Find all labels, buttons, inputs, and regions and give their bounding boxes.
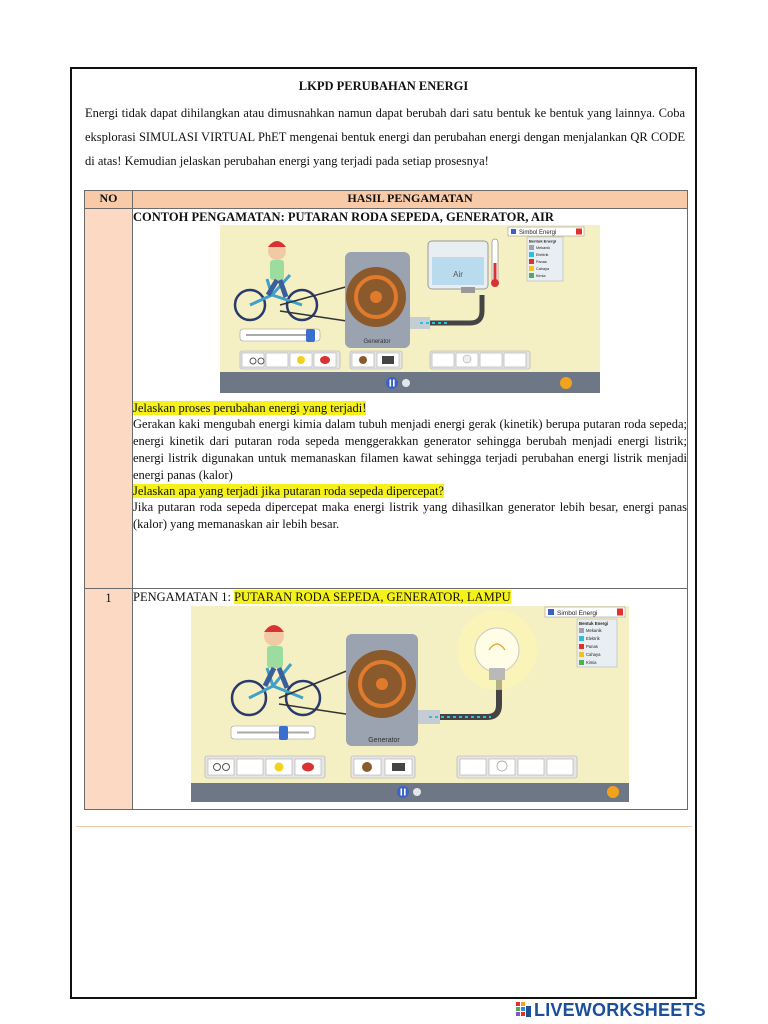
legend-elektrik-2: Elektrik: [586, 636, 600, 641]
source-faucet-button[interactable]: [266, 353, 288, 367]
example-question-2: Jelaskan apa yang terjadi jika putaran roda sepeda dipercepat?: [133, 484, 444, 498]
user-water-button-2[interactable]: [460, 759, 486, 775]
worksheet-title: LKPD PERUBAHAN ENERGI: [298, 79, 469, 93]
liveworksheets-wordmark: LIVEWORKSHEETS: [534, 1000, 706, 1020]
generator-label-2: Generator: [368, 737, 400, 744]
liveworksheets-logo: [516, 1000, 706, 1021]
divider: [76, 826, 692, 827]
generator-label: Generator: [363, 339, 391, 345]
user-water-button[interactable]: [432, 353, 454, 367]
legend-elektrik: Elektrik: [536, 253, 549, 257]
legend-kimia: Kimia: [536, 274, 546, 278]
sim-image-water: [220, 225, 600, 393]
source-faucet-button-2[interactable]: [237, 759, 263, 775]
example-heading: CONTOH PENGAMATAN: PUTARAN RODA SEPEDA, GENERATOR, AIR: [133, 210, 554, 224]
reset-button[interactable]: [560, 377, 572, 389]
worksheet-page: [70, 67, 697, 999]
source-bike-button[interactable]: [242, 353, 264, 367]
user-fluorescent-button[interactable]: [480, 353, 502, 367]
legend-cahaya: Cahaya: [536, 267, 550, 271]
header-results: HASIL PENGAMATAN: [133, 191, 688, 209]
step-button[interactable]: [402, 379, 410, 387]
energy-symbols-label: Simbol Energi: [519, 230, 557, 236]
observation-table: [84, 190, 688, 810]
step-button-2[interactable]: [413, 788, 421, 796]
user-fan-button-2[interactable]: [547, 759, 573, 775]
pause-button-2[interactable]: [397, 786, 409, 798]
example-answer-2: Jika putaran roda sepeda dipercepat maka energi listrik yang dihasilkan generator lebih besar, energi panas (kalor) yang memanaskan air lebih besar.: [133, 500, 687, 531]
obs1-no-cell: [85, 589, 133, 810]
legend-mekanik-2: Mekanik: [586, 628, 602, 633]
legend-mekanik: Mekanik: [536, 246, 551, 250]
user-fluorescent-button-2[interactable]: [518, 759, 544, 775]
water-label: Air: [453, 270, 463, 279]
legend-panas: Panas: [536, 260, 547, 264]
energy-legend-title: Bentuk Energi: [529, 238, 557, 244]
obs1-prefix: PENGAMATAN 1:: [133, 590, 235, 604]
header-no: NO: [85, 191, 133, 209]
liveworksheets-icon: [516, 1002, 532, 1020]
example-answer-1: Gerakan kaki mengubah energi kimia dalam tubuh menjadi energi gerak (kinetik) berupa putaran roda sepeda; energi kinetik dari putaran roda sepeda menggerakkan generator sehingga berubah menjadi energi listrik; energi listrik digunakan untuk memanaskan filamen kawat sehingga terjadi perubahan energi listrik menjadi energi panas (kalor): [133, 417, 687, 482]
legend-panas-2: Panas: [586, 644, 598, 649]
energy-symbols-label-2: Simbol Energi: [557, 610, 598, 617]
legend-cahaya-2: Cahaya: [586, 652, 601, 657]
reset-button-2[interactable]: [607, 786, 619, 798]
example-no-cell: [85, 209, 133, 589]
obs1-cell: [133, 589, 688, 810]
sim-image-lamp: [191, 606, 629, 802]
worksheet-intro: Energi tidak dapat dihilangkan atau dimusnahkan namun dapat berubah dari satu bentuk ke bentuk yang lainnya. Coba eksplorasi SIMULASI VIRTUAL PhET mengenai bentuk energi dan perubahan energi dengan menjalankan QR CODE di atas! Kemudian jelaskan perubahan energi yang terjadi pada setiap prosesnya!: [85, 106, 685, 168]
example-cell: [133, 209, 688, 589]
pause-button[interactable]: [386, 377, 398, 389]
obs1-number: 1: [105, 591, 112, 605]
energy-legend-title-2: Bentuk Energi: [579, 621, 609, 626]
user-fan-button[interactable]: [504, 353, 526, 367]
example-question-1: Jelaskan proses perubahan energi yang terjadi!: [133, 401, 367, 415]
legend-kimia-2: Kimia: [586, 660, 597, 665]
obs1-highlight: PUTARAN RODA SEPEDA, GENERATOR, LAMPU: [234, 590, 511, 604]
